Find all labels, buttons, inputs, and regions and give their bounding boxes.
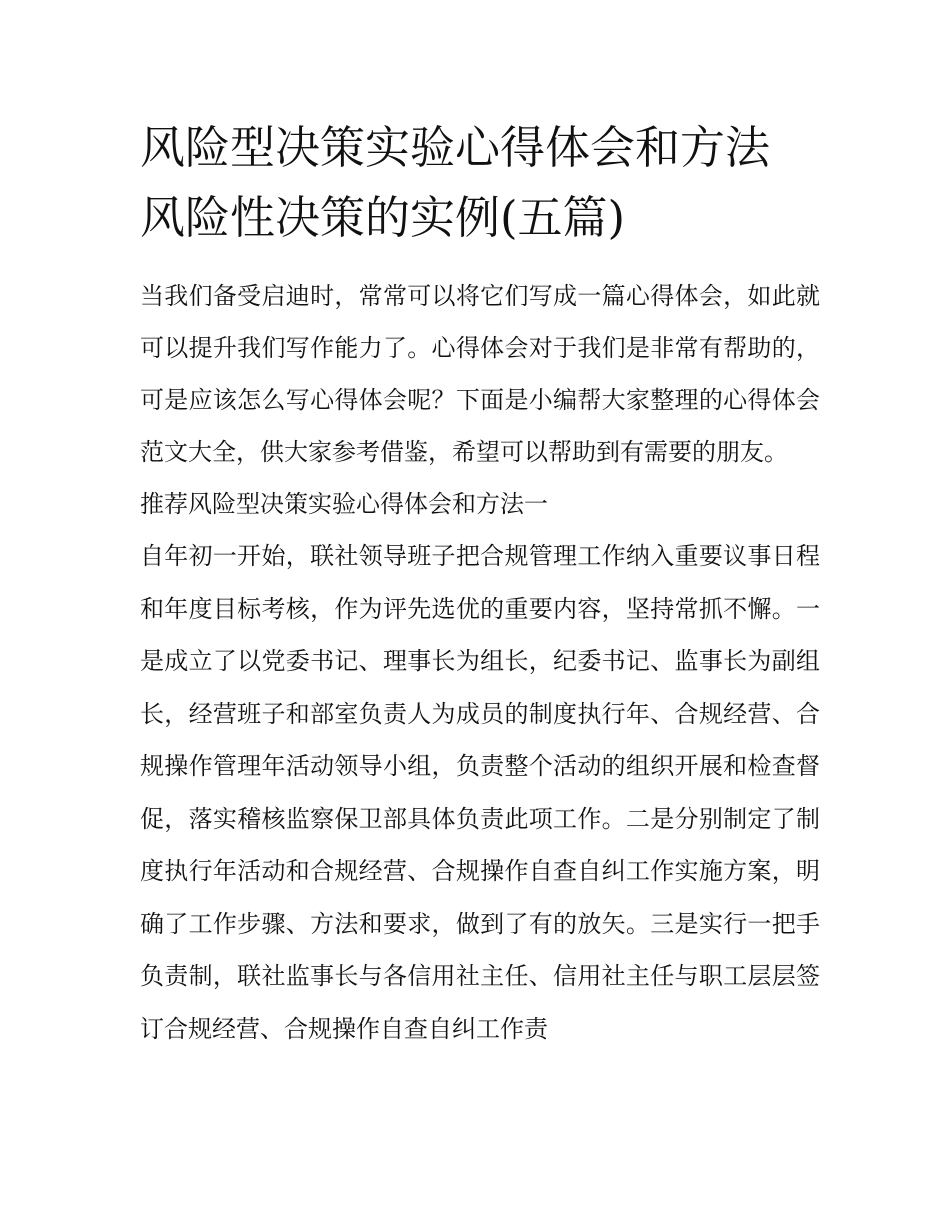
- document-content: [140, 113, 820, 1055]
- body-paragraph: 自年初一开始，联社领导班子把合规管理工作纳入重要议事日程和年度目标考核，作为评先选优的重要内容，坚持常抓不懈。一是成立了以党委书记、理事长为组长，纪委书记、监事长为副组长，经营班子和部室负责人为成员的制度执行年、合规经营、合规操作管理年活动领导小组，负责整个活动的组织开展和检查督促，落实稽核监察保卫部具体负责此项工作。二是分别制定了制度执行年活动和合规经营、合规操作自查自纠工作实施方案，明确了工作步骤、方法和要求，做到了有的放矢。三是实行一把手负责制，联社监事长与各信用社主任、信用社主任与职工层层签订合规经营、合规操作自查自纠工作责: [140, 542, 820, 1043]
- document-title: 风险型决策实验心得体会和方法 风险性决策的实例(五篇): [140, 121, 771, 244]
- section-heading: 推荐风险型决策实验心得体会和方法一: [140, 490, 548, 518]
- intro-paragraph: 当我们备受启迪时，常常可以将它们写成一篇心得体会，如此就可以提升我们写作能力了。心得体会对于我们是非常有帮助的，可是应该怎么写心得体会呢？下面是小编帮大家整理的心得体会范文大全，供大家参考借鉴，希望可以帮助到有需要的朋友。: [140, 282, 820, 466]
